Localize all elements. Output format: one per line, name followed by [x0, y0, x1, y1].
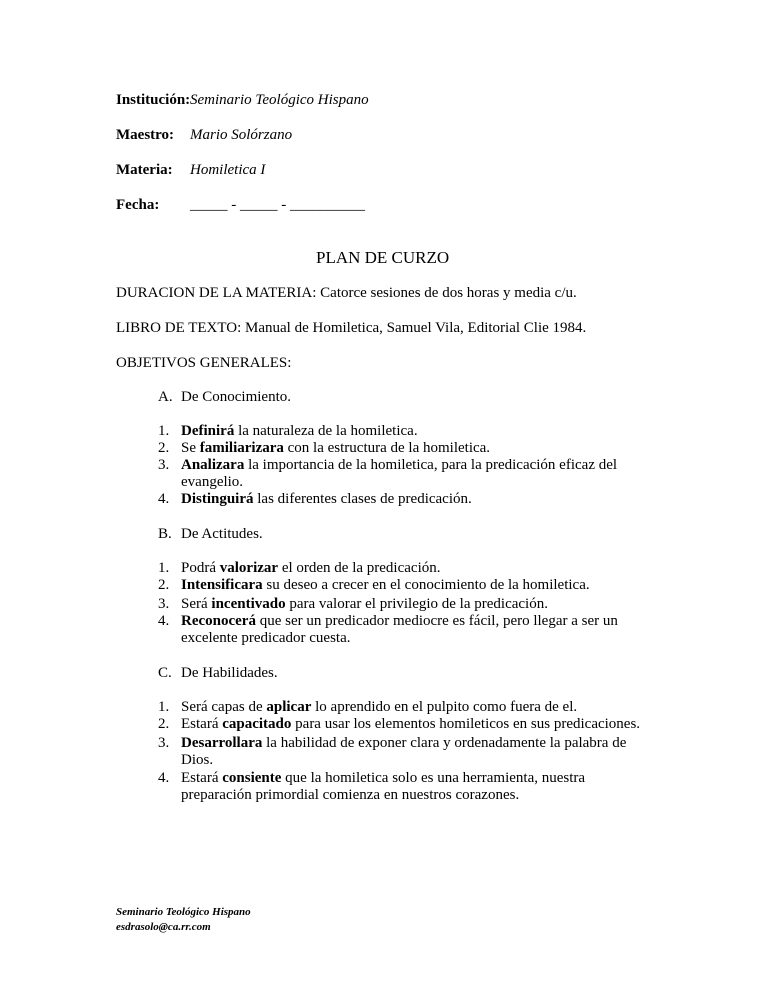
- list-item: Será capas de aplicar lo aprendido en el pulpito como fuera de el.: [181, 699, 578, 715]
- objetivos-heading: OBJETIVOS GENERALES:: [116, 355, 292, 371]
- list-item-number: 4.: [158, 770, 170, 786]
- list-item: Intensificara su deseo a crecer en el conocimiento de la homiletica.: [181, 577, 590, 593]
- list-item-number: 4.: [158, 613, 170, 629]
- list-item: Definirá la naturaleza de la homiletica.: [181, 423, 418, 439]
- section-a-heading: De Conocimiento.: [181, 389, 291, 405]
- list-item: Estará consiente que la homiletica solo es una herramienta, nuestra preparación primordial comienza en nuestros corazones.: [181, 770, 586, 803]
- fecha-value: _____ - _____ - __________: [190, 197, 365, 213]
- list-item-number: 3.: [158, 596, 170, 612]
- duracion-text: DURACION DE LA MATERIA: Catorce sesiones de dos horas y media c/u.: [116, 285, 577, 301]
- section-c-heading: De Habilidades.: [181, 665, 278, 681]
- page-title: PLAN DE CURZO: [316, 248, 450, 267]
- list-item-number: 4.: [158, 491, 170, 507]
- list-item: Se familiarizara con la estructura de la homiletica.: [181, 440, 491, 456]
- list-item: Desarrollara la habilidad de exponer clara y ordenadamente la palabra de Dios.: [181, 735, 627, 768]
- list-item-number: 1.: [158, 423, 170, 439]
- list-item-number: 3.: [158, 457, 170, 473]
- list-item: Reconocerá que ser un predicador mediocre es fácil, pero llegar a ser un excelente predicador cuesta.: [181, 613, 618, 646]
- materia-value: Homiletica I: [190, 162, 266, 178]
- section-a-letter: A.: [158, 389, 173, 405]
- fecha-label: Fecha:: [116, 197, 160, 213]
- section-c-letter: C.: [158, 665, 172, 681]
- list-item: Estará capacitado para usar los elementos homileticos en sus predicaciones.: [181, 716, 641, 732]
- list-item-number: 2.: [158, 577, 170, 593]
- list-item: Será incentivado para valorar el privilegio de la predicación.: [181, 596, 548, 612]
- list-item-number: 1.: [158, 699, 170, 715]
- section-b-heading: De Actitudes.: [181, 526, 263, 542]
- list-item-number: 3.: [158, 735, 170, 751]
- materia-label: Materia:: [116, 162, 173, 178]
- list-item: Podrá valorizar el orden de la predicación.: [181, 560, 441, 576]
- maestro-value: Mario Solórzano: [190, 127, 293, 143]
- list-item: Analizara la importancia de la homiletica, para la predicación eficaz del evangelio.: [181, 457, 618, 490]
- institucion-label: Institución:: [116, 92, 191, 108]
- list-item: Distinguirá las diferentes clases de predicación.: [181, 491, 472, 507]
- list-item-number: 2.: [158, 440, 170, 456]
- libro-text: LIBRO DE TEXTO: Manual de Homiletica, Samuel Vila, Editorial Clie 1984.: [116, 320, 587, 336]
- list-item-number: 1.: [158, 560, 170, 576]
- maestro-label: Maestro:: [116, 127, 175, 143]
- section-b-letter: B.: [158, 526, 172, 542]
- footer-institution: Seminario Teológico Hispano: [116, 906, 251, 918]
- footer-email: esdrasolo@ca.rr.com: [116, 921, 211, 933]
- institucion-value: Seminario Teológico Hispano: [190, 92, 369, 108]
- list-item-number: 2.: [158, 716, 170, 732]
